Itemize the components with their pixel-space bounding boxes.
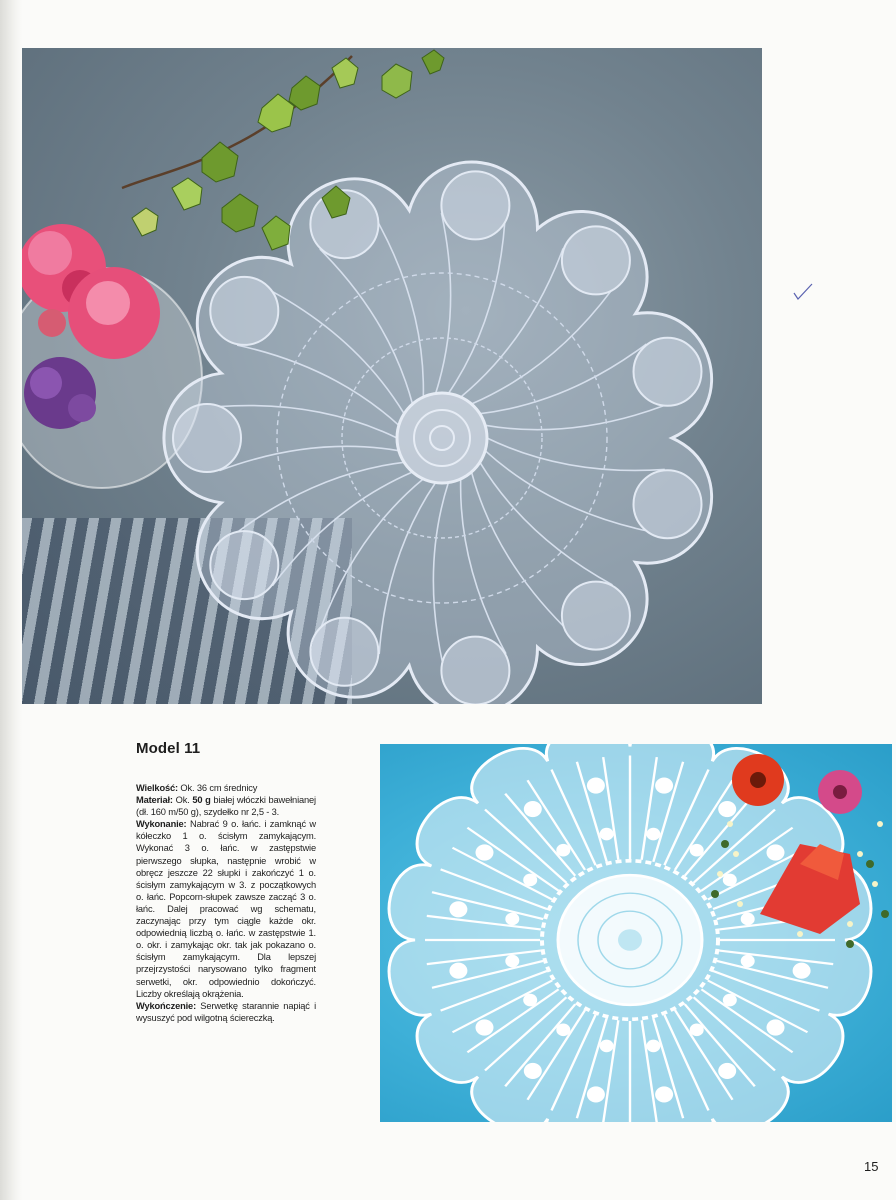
doily-fan	[562, 226, 630, 294]
page-number: 15	[864, 1159, 879, 1174]
material-amount: 50 g	[192, 795, 211, 806]
doily-popcorn	[556, 1024, 570, 1037]
material-text: białej włóczki bawełnianej (dł. 160 m/50 g), szydełko nr 2,5 - 3.	[136, 795, 316, 818]
doily-popcorn	[505, 913, 519, 926]
doily-popcorn	[767, 844, 785, 860]
material-pre: Ok.	[172, 795, 193, 806]
doily-popcorn	[646, 828, 660, 841]
doily-fan	[210, 531, 278, 599]
doily-popcorn	[587, 1086, 605, 1102]
blue-doily	[164, 162, 712, 704]
doily-popcorn	[718, 801, 736, 817]
doily-fan	[173, 404, 241, 472]
doily-fan	[441, 637, 509, 704]
execution-label: Wykonanie:	[136, 819, 187, 830]
finishing-label: Wykończenie:	[136, 1000, 197, 1011]
photo-blue-doily	[22, 48, 762, 704]
doily-popcorn	[523, 994, 537, 1007]
doily-fan	[562, 582, 630, 650]
doily-fan	[310, 618, 378, 686]
size-label: Wielkość:	[136, 783, 178, 793]
doily-popcorn	[646, 1040, 660, 1053]
doily-popcorn	[723, 994, 737, 1007]
doily-popcorn	[524, 1063, 542, 1079]
doily-popcorn	[449, 963, 467, 979]
pen-check-mark-icon	[792, 282, 814, 302]
material-label: Materiał:	[136, 795, 173, 806]
execution-paragraph	[136, 818, 316, 999]
doily-popcorn	[723, 874, 737, 887]
doily-fan	[634, 470, 702, 538]
finishing-paragraph	[136, 1000, 316, 1024]
doily-popcorn	[449, 901, 467, 917]
doily-popcorn	[600, 828, 614, 841]
material-paragraph	[136, 794, 316, 818]
doily-popcorn	[556, 844, 570, 857]
page-edge-shadow	[0, 0, 22, 1200]
doily-popcorn	[587, 777, 605, 793]
size-text: Ok. 36 cm średnicy	[177, 783, 258, 793]
size-paragraph	[136, 782, 316, 794]
doily-popcorn	[741, 955, 755, 968]
finishing-text: Serwetkę starannie napiąć i wysuszyć pod wilgotną ściereczką.	[136, 1000, 316, 1023]
doily-popcorn	[767, 1019, 785, 1035]
doily-popcorn	[655, 1086, 673, 1102]
doily-popcorn	[476, 1019, 494, 1035]
doily-popcorn	[505, 955, 519, 968]
doily-popcorn	[690, 844, 704, 857]
model-title: Model 11	[136, 740, 201, 757]
doily-blue-illustration	[22, 48, 762, 704]
doily-popcorn	[523, 874, 537, 887]
doily-popcorn	[741, 913, 755, 926]
photo-white-doily	[380, 744, 892, 1122]
doily-white-illustration	[380, 744, 892, 1122]
doily-center	[397, 393, 487, 483]
doily-popcorn	[476, 844, 494, 860]
doily-fan	[634, 338, 702, 406]
doily-popcorn	[524, 801, 542, 817]
doily-popcorn	[655, 777, 673, 793]
doily-popcorn	[718, 1063, 736, 1079]
doily-popcorn	[690, 1024, 704, 1037]
doily-popcorn	[600, 1040, 614, 1053]
doily-fan	[210, 277, 278, 345]
doily-popcorn	[793, 963, 811, 979]
pattern-description	[136, 782, 316, 1024]
execution-text: Nabrać 9 o. łańc. i zamknąć w kółeczko 1 o. ścisłym zamykającym. Wykonać 3 o. łańc. w zastępstwie pierwszego słupka, następnie wrobić w obręcz jeszcze 22 słupki i zakończyć 1 o. ścisłym zamykającym w 3. z początkowych o. łańc. Popcorn-słupek zawsze zacząć 3 o. łańc. Dalej pracować wg schematu, zaczynając przy tym ciągle każde okr. odpowiednią liczbą o. łańc. w zastępstwie 1. o. okr. i zamykając okr. tak jak pokazano o. ścisłym zamykającym. Dla lepszej przejrzystości narysowano tylko fragment serwetki, okr. odpowiednio dokończyć. Liczby określają okrążenia.	[136, 819, 316, 999]
doily-fan	[441, 171, 509, 239]
